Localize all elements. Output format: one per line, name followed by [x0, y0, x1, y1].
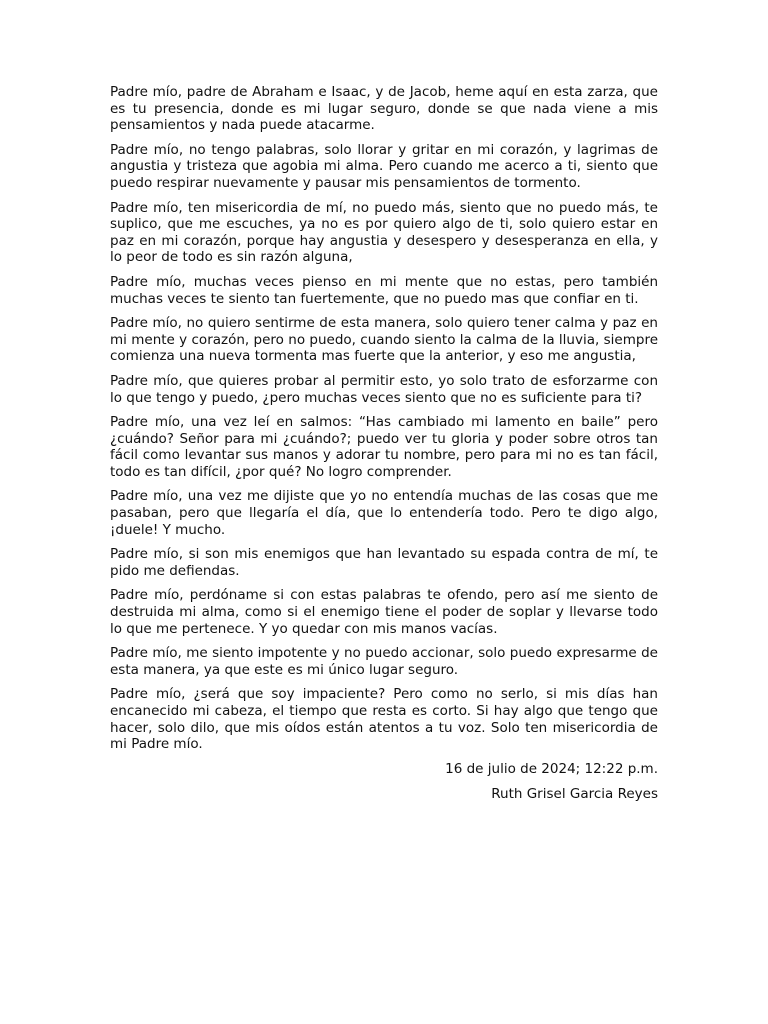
- document-body: [110, 84, 658, 811]
- paragraph-11: Padre mío, me siento impotente y no puedo accionar, solo puedo expresarme de esta manera, ya que este es mi único lugar seguro.: [110, 645, 658, 678]
- paragraph-10: Padre mío, perdóname si con estas palabras te ofendo, pero así me siento de destruida mi alma, como si el enemigo tiene el poder de soplar y llevarse todo lo que me pertenece. Y yo quedar con mis manos vacías.: [110, 587, 658, 637]
- paragraph-2: Padre mío, no tengo palabras, solo llorar y gritar en mi corazón, y lagrimas de angustia y tristeza que agobia mi alma. Pero cuando me acerco a ti, siento que puedo respirar nuevamente y pausar mis pensamientos de tormento.: [110, 141, 658, 191]
- paragraph-8: Padre mío, una vez me dijiste que yo no entendía muchas de las cosas que me pasaban, pero que llegaría el día, que lo entendería todo. Pero te digo algo, ¡duele! Y mucho.: [110, 488, 658, 538]
- date-line: 16 de julio de 2024; 12:22 p.m.: [445, 760, 658, 777]
- paragraph-5: Padre mío, no quiero sentirme de esta manera, solo quiero tener calma y paz en mi mente y corazón, pero no puedo, cuando siento la calma de la lluvia, siempre comienza una nueva tormenta mas fuerte que la anterior, y eso me angustia,: [110, 315, 658, 365]
- author-signature-line: Ruth Grisel Garcia Reyes: [491, 786, 658, 803]
- paragraph-6: Padre mío, que quieres probar al permitir esto, yo solo trato de esforzarme con lo que tengo y puedo, ¿pero muchas veces siento que no es suficiente para ti?: [110, 372, 658, 406]
- paragraph-7: Padre mío, una vez leí en salmos: “Has cambiado mi lamento en baile” pero ¿cuándo? Señor para mi ¿cuándo?; puedo ver tu gloria y poder sobre otros tan fácil como levantar sus manos y adorar tu nombre, pero para mi no es tan fácil, todo es tan difícil, ¿por qué? No logro comprender.: [110, 414, 658, 480]
- paragraph-1: Padre mío, padre de Abraham e Isaac, y de Jacob, heme aquí en esta zarza, que es tu presencia, donde es mi lugar seguro, donde se que nada viene a mis pensamientos y nada puede atacarme.: [110, 84, 658, 134]
- paragraph-12: Padre mío, ¿será que soy impaciente? Pero como no serlo, si mis días han encanecido mi cabeza, el tiempo que resta es corto. Si hay algo que tengo que hacer, solo dilo, que mis oídos están atentos a tu voz. Solo ten misericordia de mi Padre mío.: [110, 686, 658, 753]
- paragraph-3: Padre mío, ten misericordia de mí, no puedo más, siento que no puedo más, te suplico, que me escuches, ya no es por quiero algo de ti, solo quiero estar en paz en mi corazón, porque hay angustia y desespero y desesperanza en ella, y lo peor de todo es sin razón alguna,: [110, 199, 658, 266]
- paragraph-4: Padre mío, muchas veces pienso en mi mente que no estas, pero también muchas veces te siento tan fuertemente, que no puedo mas que confiar en ti.: [110, 273, 658, 307]
- paragraph-9: Padre mío, si son mis enemigos que han levantado su espada contra de mí, te pido me defiendas.: [110, 546, 658, 579]
